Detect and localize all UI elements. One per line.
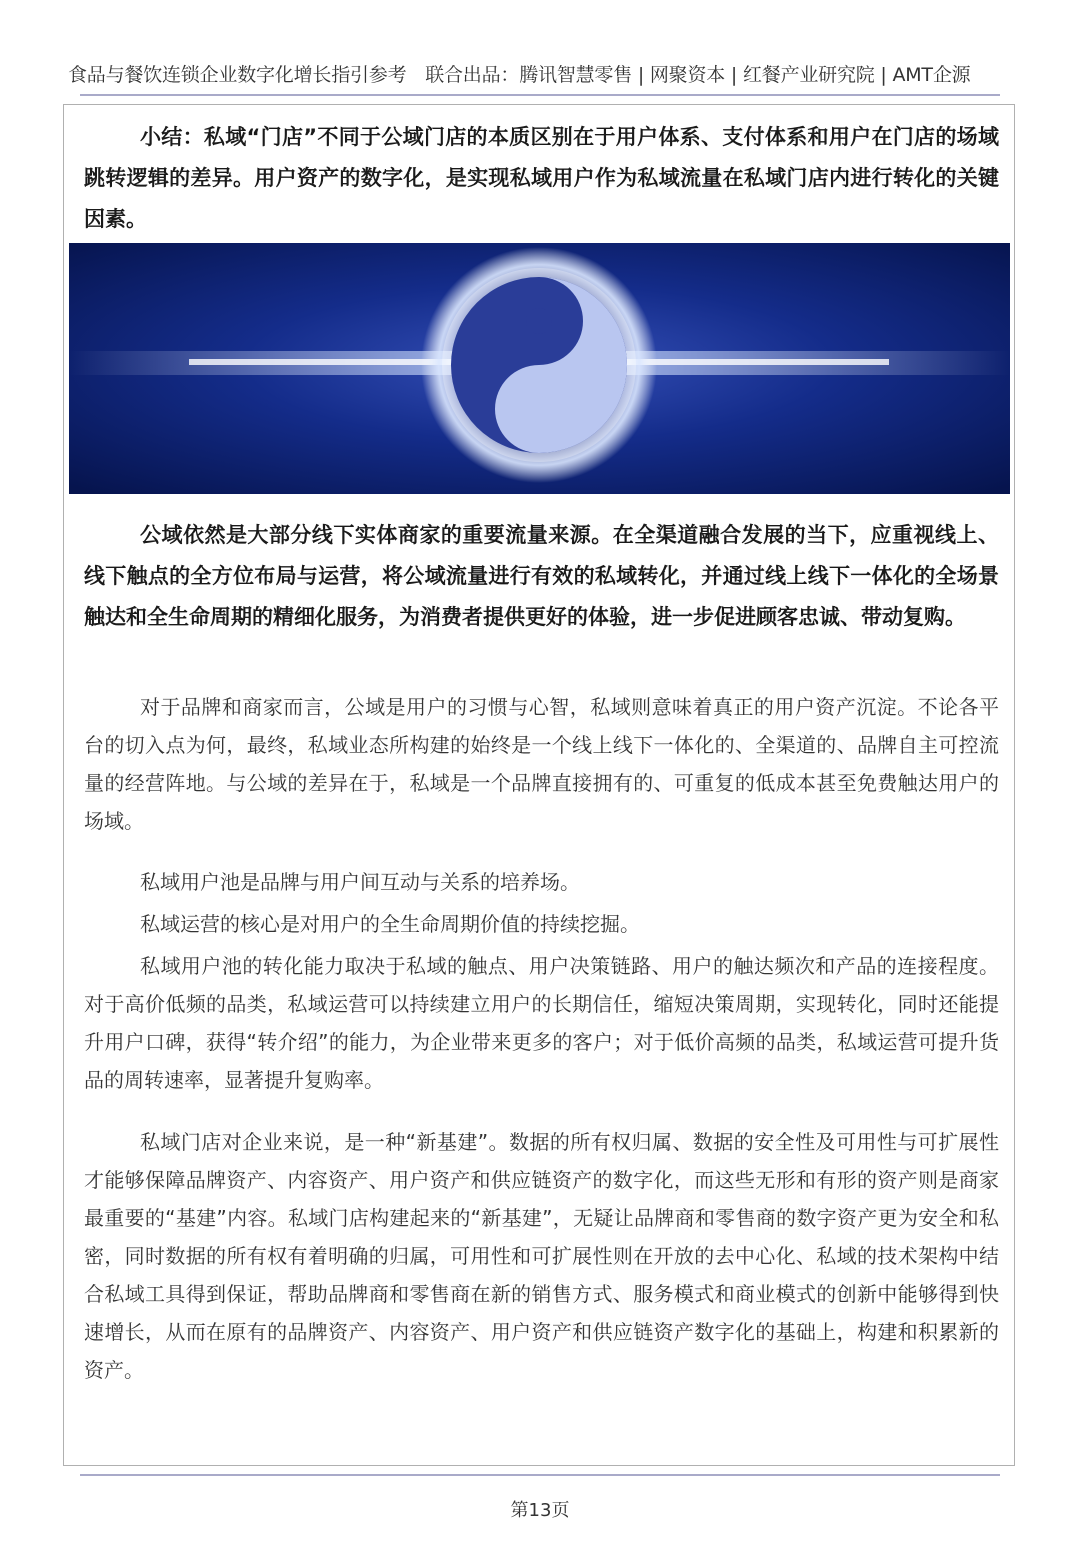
body-paragraph: 私域运营的核心是对用户的全生命周期价值的持续挖掘。 <box>140 912 640 936</box>
summary-paragraph: 小结：私域“门店”不同于公域门店的本质区别在于用户体系、支付体系和用户在门店的场域跳转逻辑的差异。用户资产的数字化，是实现私域用户作为私域流量在私域门店内进行转化的关键因素。 <box>84 125 999 231</box>
running-header: 食品与餐饮连锁企业数字化增长指引参考 联合出品：腾讯智慧零售 | 网聚资本 | 红餐产业研究院 | AMT企源 <box>68 64 971 86</box>
body-paragraph: 私域用户池是品牌与用户间互动与关系的培养场。 <box>140 870 580 894</box>
body-paragraph: 私域门店对企业来说，是一种“新基建”。数据的所有权归属、数据的安全性及可用性与可扩展性才能够保障品牌资产、内容资产、用户资产和供应链资产的数字化，而这些无形和有形的资产则是商家最重要的“基建”内容。私域门店构建起来的“新基建”，无疑让品牌商和零售商的数字资产更为安全和私密，同时数据的所有权有着明确的归属，可用性和可扩展性则在开放的去中心化、私域的技术架构中结合私域工具得到保证，帮助品牌商和零售商在新的销售方式、服务模式和商业模式的创新中能够得到快速增长，从而在原有的品牌资产、内容资产、用户资产和供应链资产数字化的基础上，构建和积累新的资产。 <box>84 1130 999 1382</box>
yin-yang-icon <box>451 277 627 453</box>
header-divider <box>80 94 1000 96</box>
page-number: 第13页 <box>510 1500 570 1521</box>
body-paragraph: 对于品牌和商家而言，公域是用户的习惯与心智，私域则意味着真正的用户资产沉淀。不论各平台的切入点为何，最终，私域业态所构建的始终是一个线上线下一体化的、全渠道的、品牌自主可控流量的经营阵地。与公域的差异在于，私域是一个品牌直接拥有的、可重复的低成本甚至免费触达用户的场域。 <box>84 695 999 833</box>
bold-body-paragraph: 公域依然是大部分线下实体商家的重要流量来源。在全渠道融合发展的当下，应重视线上、线下触点的全方位布局与运营，将公域流量进行有效的私域转化，并通过线上线下一体化的全场景触达和全生命周期的精细化服务，为消费者提供更好的体验，进一步促进顾客忠诚、带动复购。 <box>84 523 999 629</box>
yin-yang-banner-image <box>69 243 1010 494</box>
footer-divider <box>80 1474 1000 1476</box>
body-paragraph: 私域用户池的转化能力取决于私域的触点、用户决策链路、用户的触达频次和产品的连接程度。对于高价低频的品类，私域运营可以持续建立用户的长期信任，缩短决策周期，实现转化，同时还能提升用户口碑，获得“转介绍”的能力，为企业带来更多的客户；对于低价高频的品类，私域运营可提升货品的周转速率，显著提升复购率。 <box>84 954 999 1092</box>
